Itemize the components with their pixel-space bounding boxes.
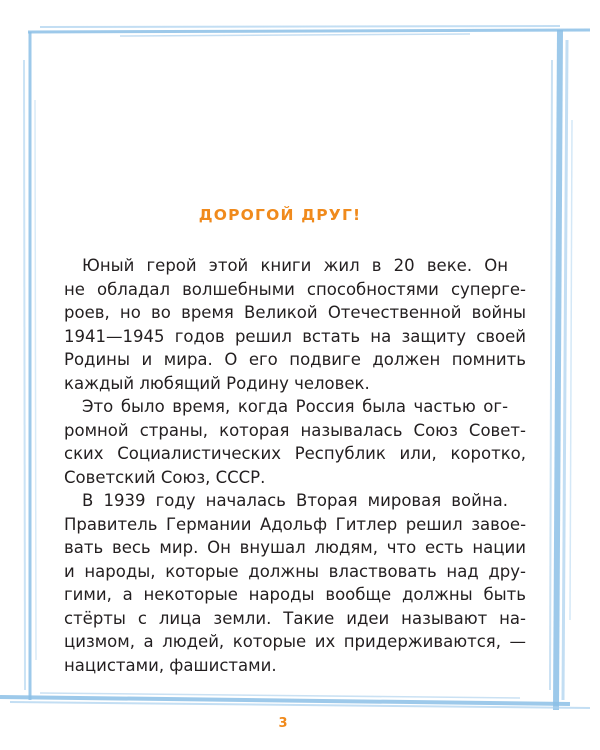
text-line: каждый любящий Родину человек.	[64, 373, 370, 393]
paragraph-1	[64, 254, 526, 395]
text-line: Советский Союз, СССР.	[64, 467, 266, 487]
paragraph-3	[64, 489, 526, 677]
body-text	[64, 254, 526, 677]
text-line: не обладал волшебными способностями суперге-	[64, 279, 526, 299]
page-number: 3	[278, 716, 288, 731]
text-line: В 1939 году началась Вторая мировая война.	[82, 491, 508, 510]
text-line: вать весь мир. Он внушал людям, что есть нации	[64, 538, 526, 557]
text-line: Правитель Германии Адольф Гитлер решил завое-	[64, 514, 527, 534]
text-line: ских Социалистических Республик или, коротко,	[64, 444, 527, 463]
text-line: стёрты с лица земли. Такие идеи называют на-	[64, 608, 526, 628]
text-line: ромной страны, которая называлась Союз Совет-	[64, 420, 526, 440]
paragraph-2	[64, 395, 526, 489]
text-line: 1941—1945 годов решил встать на защиту своей	[64, 326, 526, 346]
text-line: роев, но во время Великой Отечественной войны	[64, 303, 527, 322]
text-line: Родины и мира. О его подвиге должен помнить	[64, 350, 526, 369]
text-line: и народы, которые должны властвовать над дру-	[64, 561, 526, 581]
page-heading: ДОРОГОЙ ДРУГ!	[198, 206, 362, 224]
text-line: Это было время, когда Россия была частью ог-	[82, 397, 509, 416]
text-line: Юный герой этой книги жил в 20 веке. Он	[82, 256, 509, 275]
text-line: нацистами, фашистами.	[64, 655, 277, 675]
text-line: гими, а некоторые народы вообще должны быть	[64, 585, 527, 604]
text-line: цизмом, а людей, которые их придерживаются, —	[64, 632, 527, 651]
